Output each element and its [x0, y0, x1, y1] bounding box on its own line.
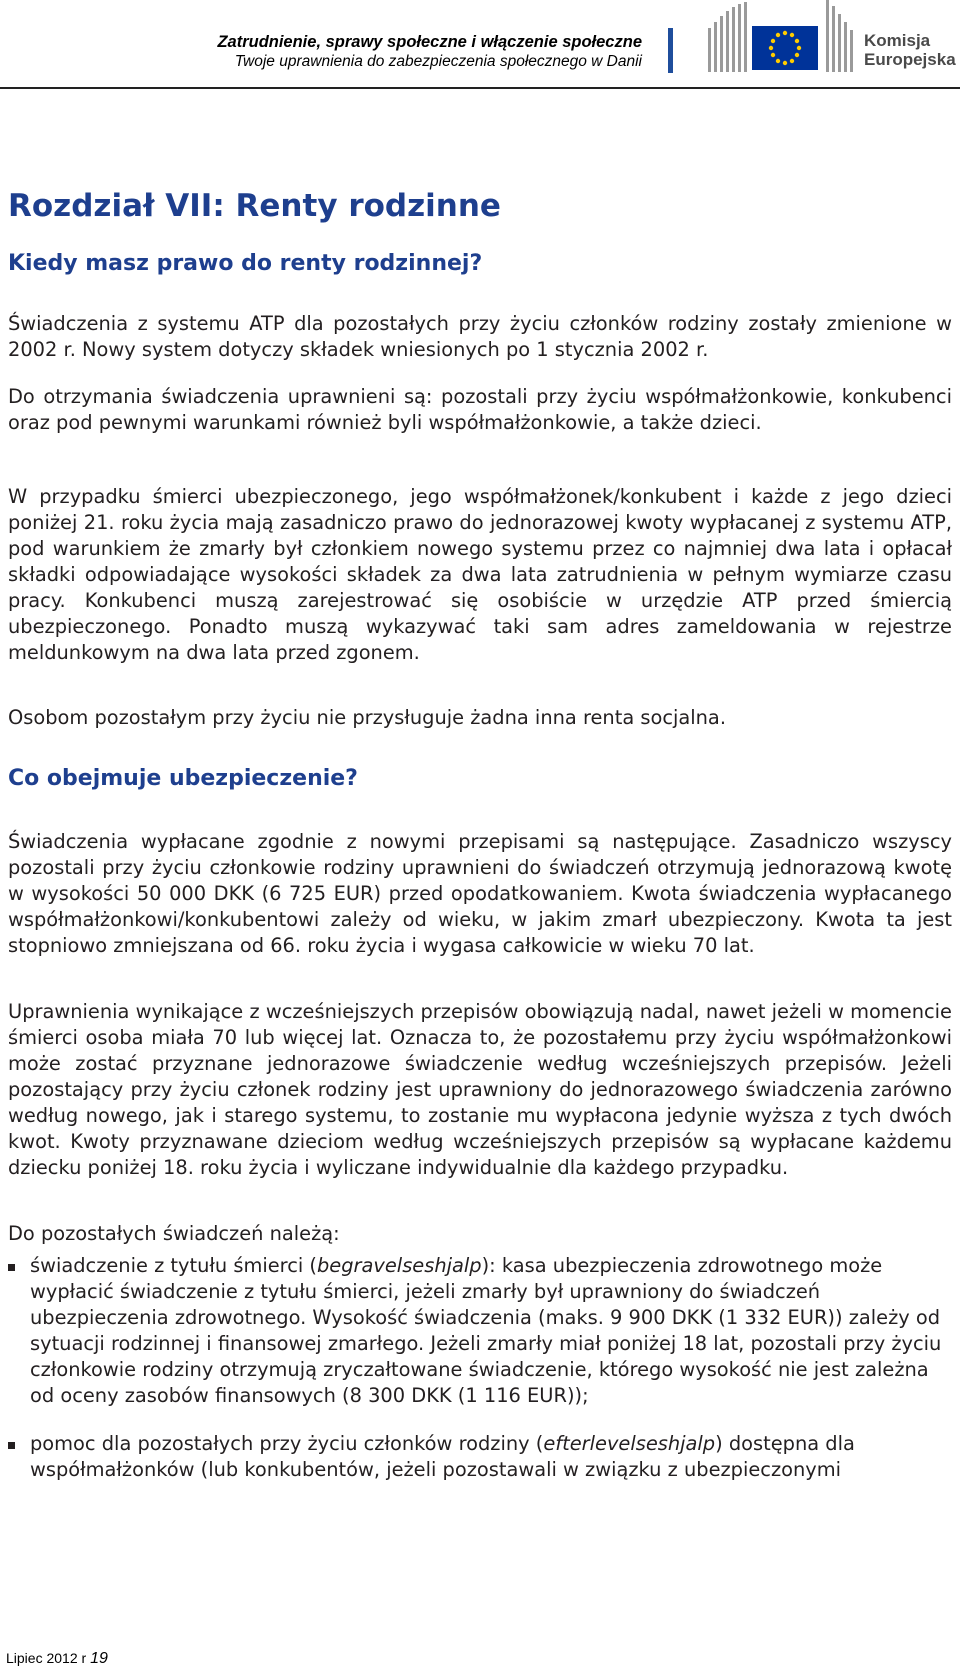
paragraph: W przypadku śmierci ubezpieczonego, jego współmałżonek/konkubent i każde z jego dzieci poniżej 21. roku życia mają zasadniczo prawo do jednorazowej kwoty wypłacanej z systemu ATP, pod warunkiem że zmarły był członkiem nowego systemu przez co najmniej dwa lata i opłacał składki odpowiadające wysokości składek za dwa lata zatrudnienia w pełnym wymiarze czasu pracy. Konkubenci muszą zarejestrować się osobiście w urzędzie ATP przed śmiercią ubezpieczonego. Ponadto muszą wykazywać taki sam adres zameldowania w rejestrze meldunkowym na dwa lata przed zgonem.: [8, 485, 952, 664]
section-heading-coverage: Co obejmuje ubezpieczenie?: [8, 766, 358, 791]
logo-line-2: Europejska: [864, 50, 956, 69]
list-item-text-part: ): kasa ubezpieczenia zdrowotnego może wypłacić świadczenie z tytułu śmierci, jeżeli zmarły był uprawniony do świadczeń ubezpieczenia zdrowotnego. Wysokość świadczenia (maks. 9 900 DKK (1 332 EUR)) zależy od sytuacji rodzinnej i finansowej zmarłego. Jeżeli zmarły miał poniżej 18 lat, pozostali przy życiu członkowie rodziny otrzymują zryczałtowane świadczenie, którego wysokość nie jest zależna od oceny zasobów finansowych (8 300 DKK (1 116 EUR));: [30, 1254, 942, 1407]
logo-line-1: Komisja: [864, 31, 931, 50]
paragraph: Uprawnienia wynikające z wcześniejszych przepisów obowiązują nadal, nawet jeżeli w momencie śmierci osoba miała 70 lub więcej lat. Oznacza to, że pozostałemu przy życiu współmałżonkowi może zostać przyznane jednorazowe świadczenie według wcześniejszych przepisów. Jeżeli pozostający przy życiu członek rodziny jest uprawniony do jednorazowego świadczenia zarówno według nowego, jak i starego systemu, to zostanie mu wypłacona jedynie wyższa z tych dwóch kwot. Kwoty przyznawane dzieciom według wcześniejszych przepisów są wypłacane każdemu dziecku poniżej 18. roku życia i wyliczane indywidualnie dla każdego przypadku.: [8, 1000, 952, 1179]
page-number: 19: [90, 1650, 108, 1667]
list-item-text-part: świadczenie z tytułu śmierci (: [30, 1254, 317, 1277]
paragraph: Osobom pozostałym przy życiu nie przysługuje żadna inna renta socjalna.: [8, 706, 726, 729]
header-divider: [668, 28, 673, 73]
list-item: [8, 1431, 952, 1483]
footer-date: Lipiec 2012 r: [6, 1650, 87, 1666]
list-item-text: [30, 1253, 952, 1409]
list-item-text-part: pomoc dla pozostałych przy życiu członków rodziny (: [30, 1432, 544, 1455]
commission-building-icon: [708, 0, 868, 80]
european-commission-logo: [708, 0, 960, 80]
logo-text: [864, 31, 956, 69]
paragraph: Świadczenia wypłacane zgodnie z nowymi przepisami są następujące. Zasadniczo wszyscy pozostali przy życiu członkowie rodziny uprawnieni do świadczeń otrzymują jednorazową kwotę w wysokości 50 000 DKK (6 725 EUR) przed opodatkowaniem. Kwota świadczenia wypłacanego współmałżonkowi/konkubentowi zależy od wieku, w jakim zmarł ubezpieczony. Kwota ta jest stopniowo zmniejszana od 66. roku życia i wygasa całkowicie w wieku 70 lat.: [8, 830, 952, 957]
list-item-text-part: ) dostępna dla współmałżonków (lub konkubentów, jeżeli pozostawali w związku z ubezpieczonymi: [30, 1432, 855, 1481]
header-rule: [0, 87, 960, 89]
bullet-icon: [8, 1264, 15, 1271]
list-item-term: begravelseshjalp: [317, 1254, 482, 1277]
page-header: [0, 0, 960, 92]
page-footer: [6, 1650, 108, 1668]
header-text: [217, 32, 642, 72]
list-item: [8, 1253, 952, 1409]
paragraph: Do otrzymania świadczenia uprawnieni są: pozostali przy życiu współmałżonkowie, konkubenci oraz pod pewnymi warunkami również byli współmałżonkowie, a także dzieci.: [8, 385, 952, 434]
header-subtitle: Twoje uprawnienia do zabezpieczenia społecznego w Danii: [234, 53, 642, 70]
list-item-text: [30, 1431, 952, 1483]
header-title: Zatrudnienie, sprawy społeczne i włączenie społeczne: [217, 33, 642, 51]
paragraph: Świadczenia z systemu ATP dla pozostałych przy życiu członków rodziny zostały zmienione w 2002 r. Nowy system dotyczy składek wniesionych po 1 stycznia 2002 r.: [8, 312, 952, 361]
paragraph: Do pozostałych świadczeń należą:: [8, 1222, 340, 1245]
bullet-icon: [8, 1442, 15, 1449]
list-item-term: efterlevelseshjalp: [543, 1432, 716, 1455]
chapter-title: Rozdział VII: Renty rodzinne: [8, 188, 501, 224]
section-heading-eligibility: Kiedy masz prawo do renty rodzinnej?: [8, 251, 483, 276]
